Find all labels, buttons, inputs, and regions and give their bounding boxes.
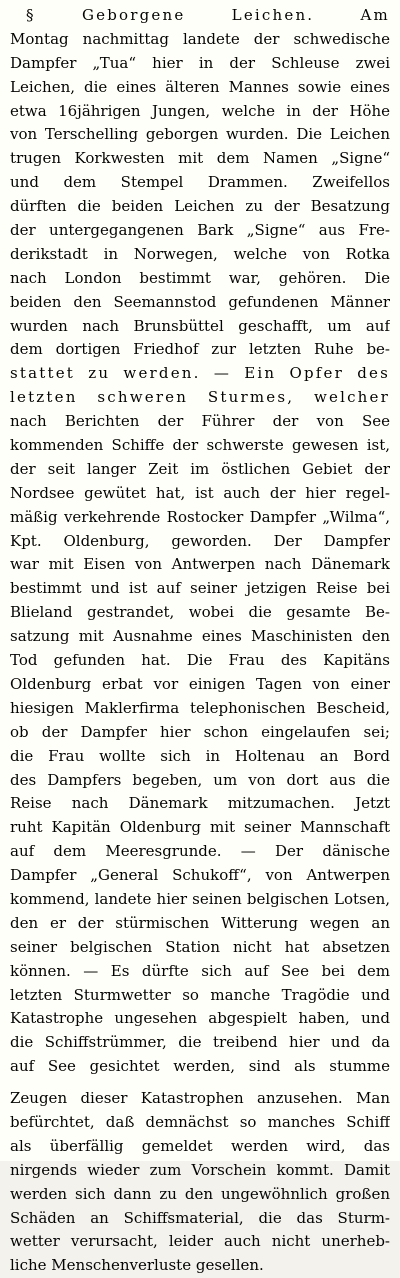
article-line: nach London bestimmt war, gehören. Die [10, 268, 390, 287]
article-line: letzten schweren Sturmes, welcher [10, 388, 390, 407]
article-line: können. — Es dürfte sich auf See bei dem [10, 961, 390, 980]
article-line: war mit Eisen von Antwerpen nach Dänemark [10, 555, 390, 574]
article-line: nach Berichten der Führer der von See [10, 412, 390, 431]
article-line: Tod gefunden hat. Die Frau des Kapitäns [10, 651, 390, 670]
article-line: beiden den Seemannstod gefundenen Männer [10, 292, 390, 311]
article-line: dem dortigen Friedhof zur letzten Ruhe be- [10, 340, 390, 359]
article-line: § Geborgene Leichen. Am [26, 6, 390, 24]
article-line: von Terschelling geborgen wurden. Die Leichen [10, 125, 390, 144]
article-line: Leichen, die eines älteren Mannes sowie eines [10, 77, 390, 96]
article-line: als überfällig gemeldet werden wird, das [10, 1136, 390, 1155]
article-line: liche Menschenverluste gesellen. [10, 1256, 264, 1275]
article-line: Katastrophe ungesehen abgespielt haben, und [10, 1009, 390, 1028]
article-line: Montag nachmittag landete der schwedische [10, 29, 390, 48]
article-line: Dampfer „Tua“ hier in der Schleuse zwei [10, 53, 390, 72]
article-line: die Frau wollte sich in Holtenau an Bord [10, 746, 390, 765]
article-line: Reise nach Dänemark mitzumachen. Jetzt [10, 794, 390, 813]
article-line: der untergegangenen Bark „Signe“ aus Fre- [10, 221, 390, 240]
article-line: Schäden an Schiffsmaterial, die das Sturm- [10, 1208, 390, 1227]
article-line: kommend, landete hier seinen belgischen Lotsen, [10, 889, 390, 908]
article-line: Oldenburg erbat vor einigen Tagen von einer [10, 674, 390, 693]
article-line: auf See gesichtet werden, sind als stumme [10, 1057, 390, 1076]
article-line: Zeugen dieser Katastrophen anzusehen. Man [10, 1089, 390, 1108]
article-line: die Schiffstrümmer, die treibend hier und da [10, 1033, 390, 1052]
article-line: Kpt. Oldenburg, geworden. Der Dampfer [10, 531, 390, 550]
article-line: stattet zu werden. — Ein Opfer des [10, 364, 390, 383]
article-line: des Dampfers begeben, um von dort aus die [10, 770, 390, 789]
article-line: kommenden Schiffe der schwerste gewesen ist, [10, 436, 390, 455]
article-line: befürchtet, daß demnächst so manches Schiff [10, 1112, 390, 1131]
article-line: hiesigen Maklerfirma telephonischen Bescheid, [10, 698, 390, 717]
article-line: bestimmt und ist auf seiner jetzigen Reise bei [10, 579, 390, 598]
article-body-part1 [10, 4, 390, 1079]
article-line: nirgends wieder zum Vorschein kommt. Damit [10, 1160, 390, 1179]
article-line: Nordsee gewütet hat, ist auch der hier regel- [10, 483, 390, 502]
article-line: ruht Kapitän Oldenburg mit seiner Mannschaft [10, 818, 390, 837]
article-body-part2 [10, 1087, 390, 1278]
article-line: auf dem Meeresgrunde. — Der dänische [10, 842, 390, 861]
article-line: satzung mit Ausnahme eines Maschinisten den [10, 627, 390, 646]
article-line: trugen Korkwesten mit dem Namen „Signe“ [10, 149, 390, 168]
article-line: den er der stürmischen Witterung wegen an [10, 913, 390, 932]
article-line: derikstadt in Norwegen, welche von Rotka [10, 244, 390, 263]
article-line: werden sich dann zu den ungewöhnlich großen [10, 1184, 390, 1203]
column-gap [10, 1079, 390, 1087]
article-line: Blieland gestrandet, wobei die gesamte Be- [10, 603, 390, 622]
article-line: der seit langer Zeit im östlichen Gebiet der [10, 459, 390, 478]
article-line: Dampfer „General Schukoff“, von Antwerpen [10, 866, 390, 885]
article-line: ob der Dampfer hier schon eingelaufen sei; [10, 722, 390, 741]
article-line: etwa 16jährigen Jungen, welche in der Höhe [10, 101, 390, 120]
article-line: seiner belgischen Station nicht hat absetzen [10, 937, 390, 956]
article-line: wurden nach Brunsbüttel geschafft, um auf [10, 316, 390, 335]
article-line: letzten Sturmwetter so manche Tragödie und [10, 985, 390, 1004]
article-line: mäßig verkehrende Rostocker Dampfer „Wilma“, [10, 507, 390, 526]
article-line: und dem Stempel Drammen. Zweifellos [10, 173, 390, 192]
article-line: wetter verursacht, leider auch nicht unerheb- [10, 1232, 390, 1251]
article-line: dürften die beiden Leichen zu der Besatzung [10, 197, 390, 216]
